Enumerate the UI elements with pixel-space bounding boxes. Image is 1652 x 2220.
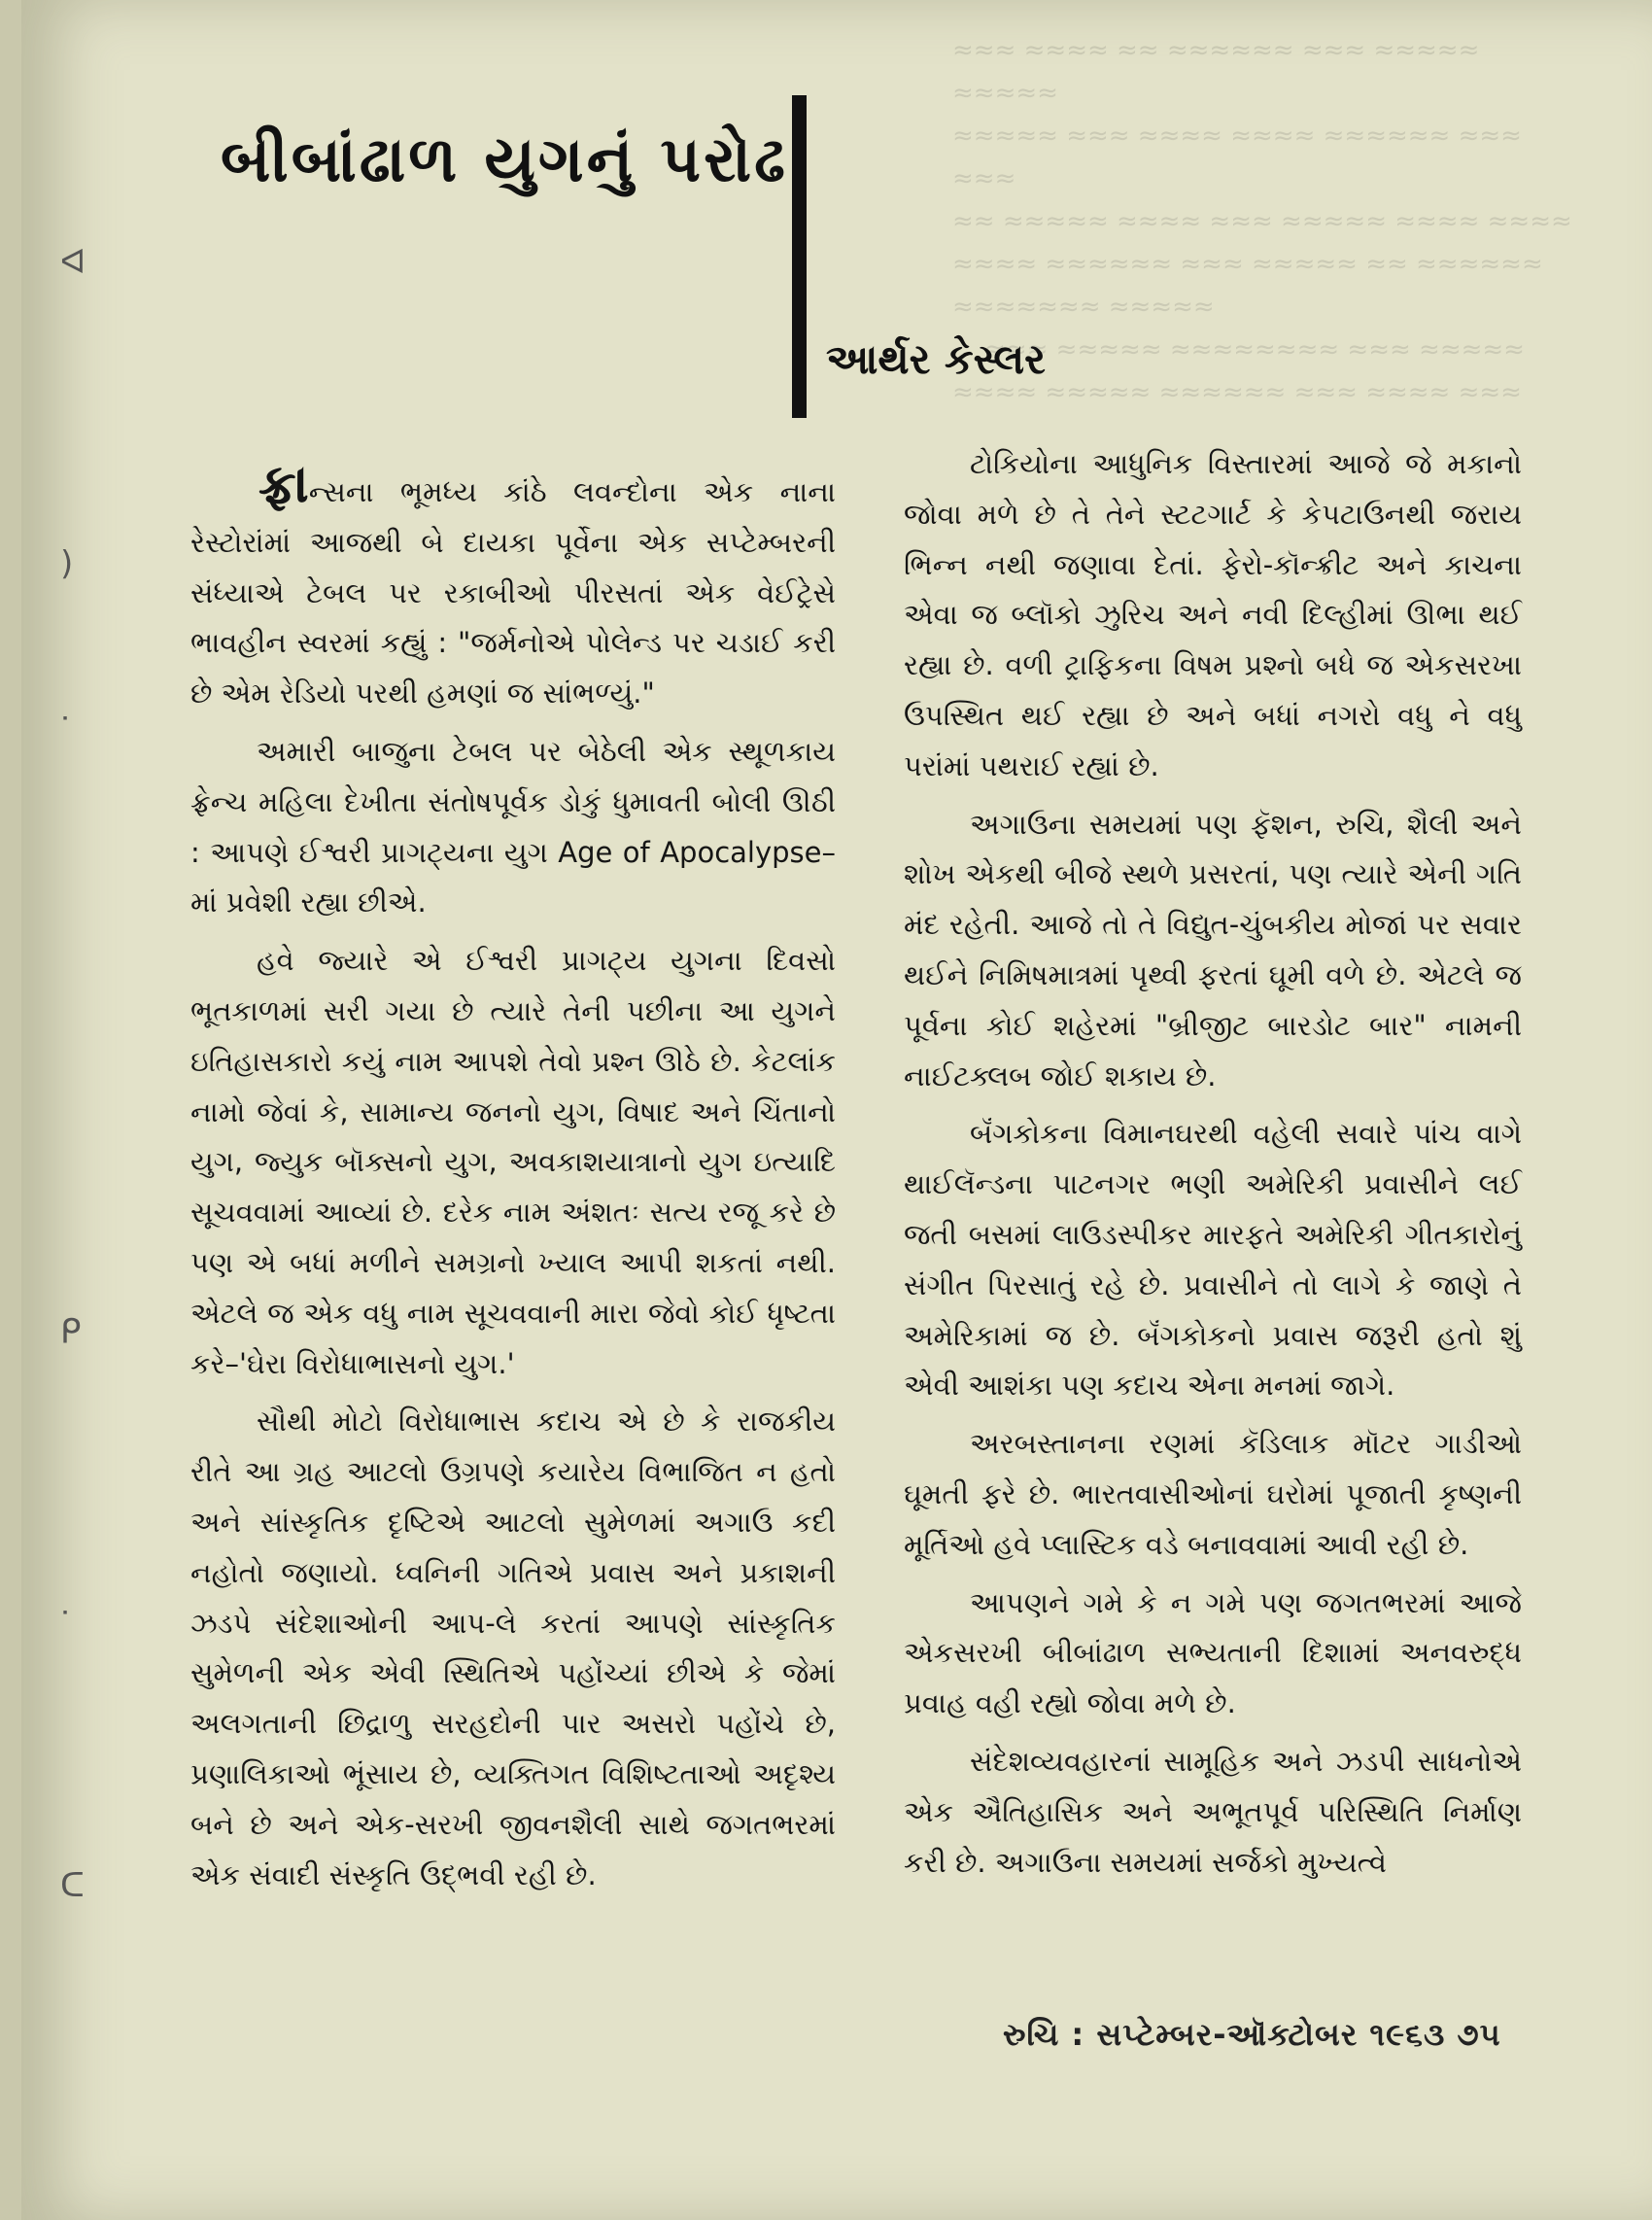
- paragraph: અમારી બાજુના ટેબલ પર બેઠેલી એક સ્થૂળકાય ફ્રેન્ચ મહિલા દેખીતા સંતોષપૂર્વક ડોકું ધુમાવતી બોલી ઊઠી : આપણે ઈશ્વરી પ્રાગટ્યના યુગ Age of Apocalypse–માં પ્રવેશી રહ્યા છીએ.: [190, 734, 836, 919]
- paragraph: અરબસ્તાનના રણમાં કૅડિલાક મૉટર ગાડીઓ ઘૂમતી ફરે છે. ભારતવાસીઓનાં ઘરોમાં પૂજાતી કૃષ્ણની મૂર્તિઓ હવે પ્લાસ્ટિક વડે બનાવવામાં આવી રહી છે.: [904, 1427, 1522, 1561]
- margin-mark: ᑕ: [60, 1866, 85, 1905]
- paragraph: અગાઉના સમયમાં પણ ફૅશન, રુચિ, શૈલી અને શોખ એકથી બીજે સ્થળે પ્રસરતાં, પણ ત્યારે એની ગતિ મંદ રહેતી. આજે તો તે વિદ્યુત-ચુંબકીય મોજાં પર સવાર થઈને નિમિષમાત્રમાં પૃથ્વી ફરતાં ઘૂમી વળે છે. એટલે જ પૂર્વના કોઈ શહેરમાં "બ્રીજીટ બારડોટ બાર" નામની નાઈટક્લબ જોઈ શકાય છે.: [904, 807, 1522, 1093]
- margin-mark: ᑭ: [60, 1312, 82, 1351]
- paragraph: ટોકિયોના આધુનિક વિસ્તારમાં આજે જે મકાનો જોવા મળે છે તે તેને સ્ટટગાર્ટ કે કેપટાઉનથી જરાય ભિન્ન નથી જણાવા દેતાં. ફેરો-કૉન્ક્રીટ અને કાચના એવા જ બ્લૉકો ઝુરિચ અને નવી દિલ્હીમાં ઊભા થઈ રહ્યા છે. વળી ટ્રાફિકના વિષમ પ્રશ્નો બધે જ એકસરખા ઉપસ્થિત થઈ રહ્યા છે અને બધાં નગરો વધુ ને વધુ પરાંમાં પથરાઈ રહ્યાં છે.: [904, 447, 1522, 782]
- paragraph: બૅંગકોકના વિમાનઘરથી વહેલી સવારે પાંચ વાગે થાઈલૅન્ડના પાટનગર ભણી અમેરિકી પ્રવાસીને લઈ જતી બસમાં લાઉડસ્પીકર મારફતે અમેરિકી ગીતકારોનું સંગીત પિરસાતું રહે છે. પ્રવાસીને તો લાગે કે જાણે તે અમેરિકામાં જ છે. બૅંગકોકનો પ્રવાસ જરૂરી હતો શું એવી આશંકા પણ કદાચ એના મનમાં જાગે.: [904, 1117, 1522, 1403]
- paragraph: હવે જ્યારે એ ઈશ્વરી પ્રાગટ્ય યુગના દિવસો ભૂતકાળમાં સરી ગયા છે ત્યારે તેની પછીના આ યુગને ઇતિહાસકારો કયું નામ આપશે તેવો પ્રશ્ન ઊઠે છે. કેટલાંક નામો જેવાં કે, સામાન્ય જનનો યુગ, વિષાદ અને ચિંતાનો યુગ, જ્યુક બૉક્સનો યુગ, અવકાશયાત્રાનો યુગ ઇત્યાદિ સૂચવવામાં આવ્યાં છે. દરેક નામ અંશતઃ સત્ય રજૂ કરે છે પણ એ બધાં મળીને સમગ્રનો ખ્યાલ આપી શકતાં નથી. એટલે જ એક વધુ નામ સૂચવવાની મારા જેવો કોઈ ધૃષ્ટતા કરે–'ઘેરા વિરોધાભાસનો યુગ.': [190, 944, 836, 1380]
- margin-mark: ): [60, 544, 74, 583]
- magazine-page: [21, 0, 1652, 2220]
- paragraph: સંદેશવ્યવહારનાં સામૂહિક અને ઝડપી સાધનોએ એક ઐતિહાસિક અને અભૂતપૂર્વ પરિસ્થિતિ નિર્માણ કરી છે. અગાઉના સમયમાં સર્જકો મુખ્યત્વે: [904, 1744, 1522, 1879]
- show-through-text: ≈≈≈ ≈≈≈≈ ≈≈ ≈≈≈≈≈≈ ≈≈≈ ≈≈≈≈≈ ≈≈≈≈≈ ≈≈≈≈≈ ≈≈≈ ≈≈≈≈ ≈≈≈≈ ≈≈≈≈≈≈ ≈≈≈ ≈≈≈ ≈≈ ≈≈≈≈≈ ≈≈≈≈ ≈≈≈ ≈≈≈≈≈ ≈≈≈≈ ≈≈≈≈ ≈≈≈≈ ≈≈≈≈≈≈ ≈≈≈ ≈≈≈≈≈ ≈≈ ≈≈≈≈≈≈ ≈≈≈≈≈≈≈ ≈≈≈≈≈ ≈≈≈ ≈≈≈≈≈ ≈≈≈≈≈≈≈≈ ≈≈≈ ≈≈≈≈≈ ≈≈≈≈ ≈≈≈≈≈ ≈≈≈≈≈≈ ≈≈≈ ≈≈≈≈ ≈≈≈: [952, 36, 1572, 407]
- paragraph: સૌથી મોટો વિરોધાભાસ કદાચ એ છે કે રાજકીય રીતે આ ગ્રહ આટલો ઉગ્રપણે કયારેય વિભાજિત ન હતો અને સાંસ્કૃતિક દૃષ્ટિએ આટલો સુમેળમાં અગાઉ કદી નહોતો જણાયો. ધ્વનિની ગતિએ પ્રવાસ અને પ્રકાશની ઝડપે સંદેશાઓની આપ-લે કરતાં આપણે સાંસ્કૃતિક સુમેળની એક એવી સ્થિતિએ પહોંચ્યાં છીએ કે જેમાં અલગતાની છિદ્રાળુ સરહદોની પાર અસરો પહોંચે છે, પ્રણાલિકાઓ ભૂંસાય છે, વ્યક્તિગત વિશિષ્ટતાઓ અદૃશ્ય બને છે અને એક-સરખી જીવનશૈલી સાથે જગતભરમાં એક સંવાદી સંસ્કૃતિ ઉદ્ભવી રહી છે.: [190, 1405, 836, 1891]
- right-column: [904, 439, 1522, 1888]
- paragraph: ફ્રાન્સના ભૂમધ્ય કાંઠે લવન્દોના એક નાના રેસ્ટોરાંમાં આજથી બે દાયકા પૂર્વેના એક સપ્ટેમ્બરની સંધ્યાએ ટેબલ પર રકાબીઓ પીરસતાં એક વેઈટ્રેસે ભાવહીન સ્વરમાં કહ્યું : "જર્મનોએ પોલેન્ડ પર ચડાઈ કરી છે એમ રેડિયો પરથી હમણાં જ સાંભળ્યું.": [190, 453, 836, 711]
- article-title: બીબાંઢાળ યુગનું પરોઢ: [221, 124, 788, 196]
- drop-cap: ફ્રા: [258, 453, 309, 514]
- title-rule: [792, 95, 807, 418]
- paragraph: આપણને ગમે કે ન ગમે પણ જગતભરમાં આજે એકસરખી બીબાંઢાળ સભ્યતાની દિશામાં અનવરુદ્ધ પ્રવાહ વહી રહ્યો જોવા મળે છે.: [904, 1585, 1522, 1720]
- left-column: [190, 453, 836, 1900]
- margin-mark: ᐧ: [60, 1594, 69, 1633]
- margin-mark: ᐊ: [60, 243, 86, 282]
- page-footer: રુચિ : સપ્ટેમ્બર-ઑક્ટોબર ૧૯૬૩ ૭૫: [1003, 2016, 1501, 2053]
- margin-mark: ᐧ: [60, 700, 69, 739]
- article-author: આર્થર કેસ્લર: [826, 335, 1046, 383]
